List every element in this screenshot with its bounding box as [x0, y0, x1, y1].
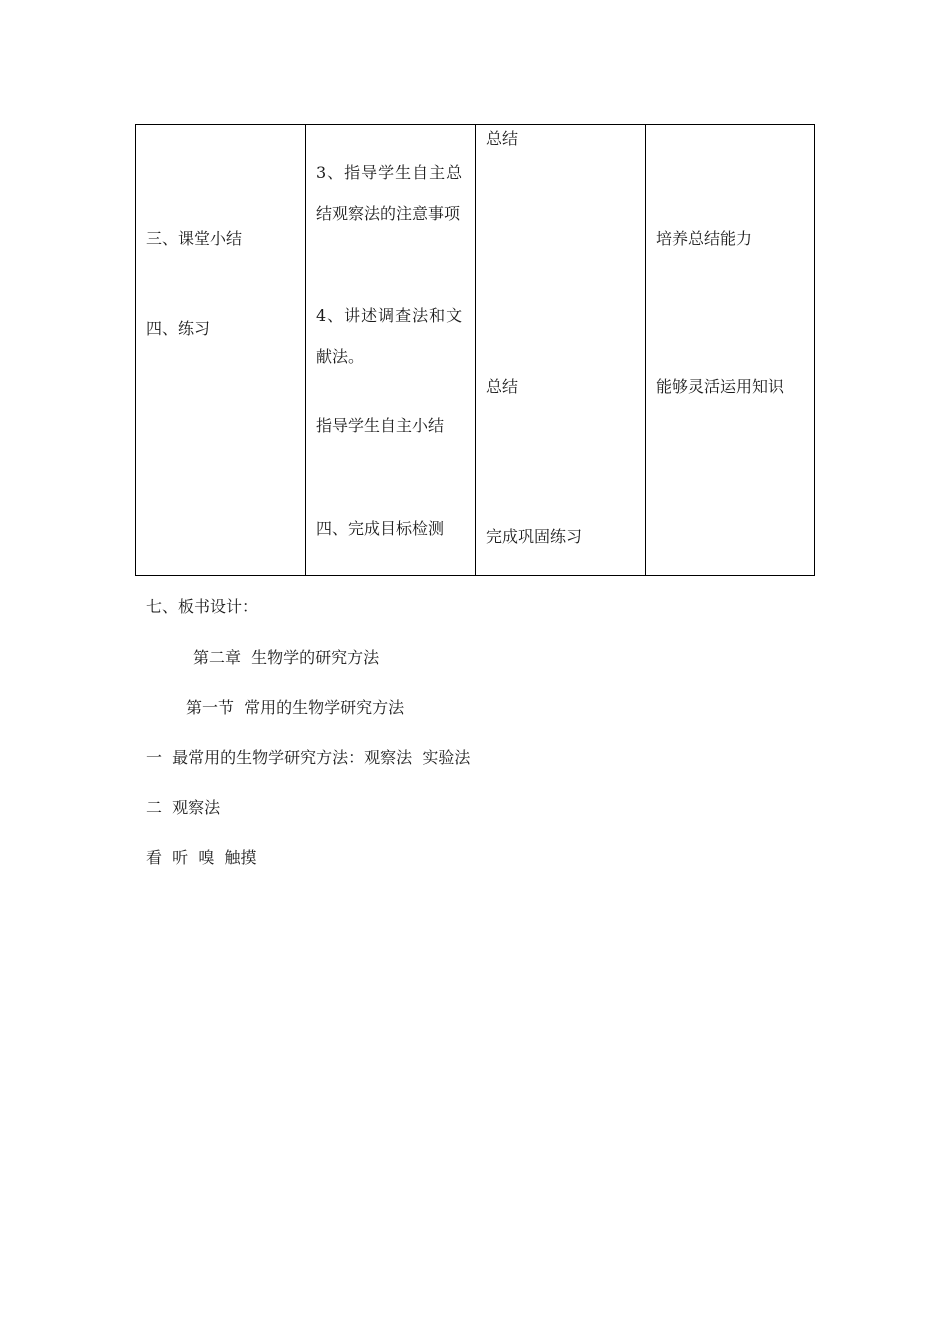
table-col-goal: [646, 125, 816, 575]
stage-summary: 三、课堂小结: [146, 229, 243, 248]
teacher-guide: 指导学生自主小结: [316, 416, 445, 435]
teacher-target: 四、完成目标检测: [316, 519, 445, 538]
board-heading: 七、板书设计：: [146, 597, 259, 616]
teacher-item4-line2: 献法。: [316, 347, 365, 366]
teacher-item4-line1: 4、讲述调查法和文: [316, 306, 464, 325]
table-col-student: [476, 125, 646, 575]
goal-ability: 培养总结能力: [656, 229, 753, 248]
teacher-item3-line2: 结观察法的注意事项: [316, 204, 461, 223]
board-chapter: 第二章 生物学的研究方法: [193, 648, 380, 667]
table-col-stage: [136, 125, 306, 575]
lesson-table: [135, 124, 815, 576]
student-summary-2: 总结: [486, 377, 519, 396]
goal-apply: 能够灵活运用知识: [656, 377, 785, 396]
stage-practice: 四、练习: [146, 319, 211, 338]
student-consolidate: 完成巩固练习: [486, 527, 583, 546]
board-point-1: 一 最常用的生物学研究方法：观察法 实验法: [146, 748, 471, 767]
teacher-item3-line1: 3、指导学生自主总: [316, 163, 464, 182]
student-summary-1: 总结: [486, 129, 519, 148]
board-point-2: 二 观察法: [146, 798, 221, 817]
board-section: 第一节 常用的生物学研究方法: [186, 698, 405, 717]
board-point-3: 看 听 嗅 触摸: [146, 848, 257, 867]
table-col-teacher: [306, 125, 476, 575]
